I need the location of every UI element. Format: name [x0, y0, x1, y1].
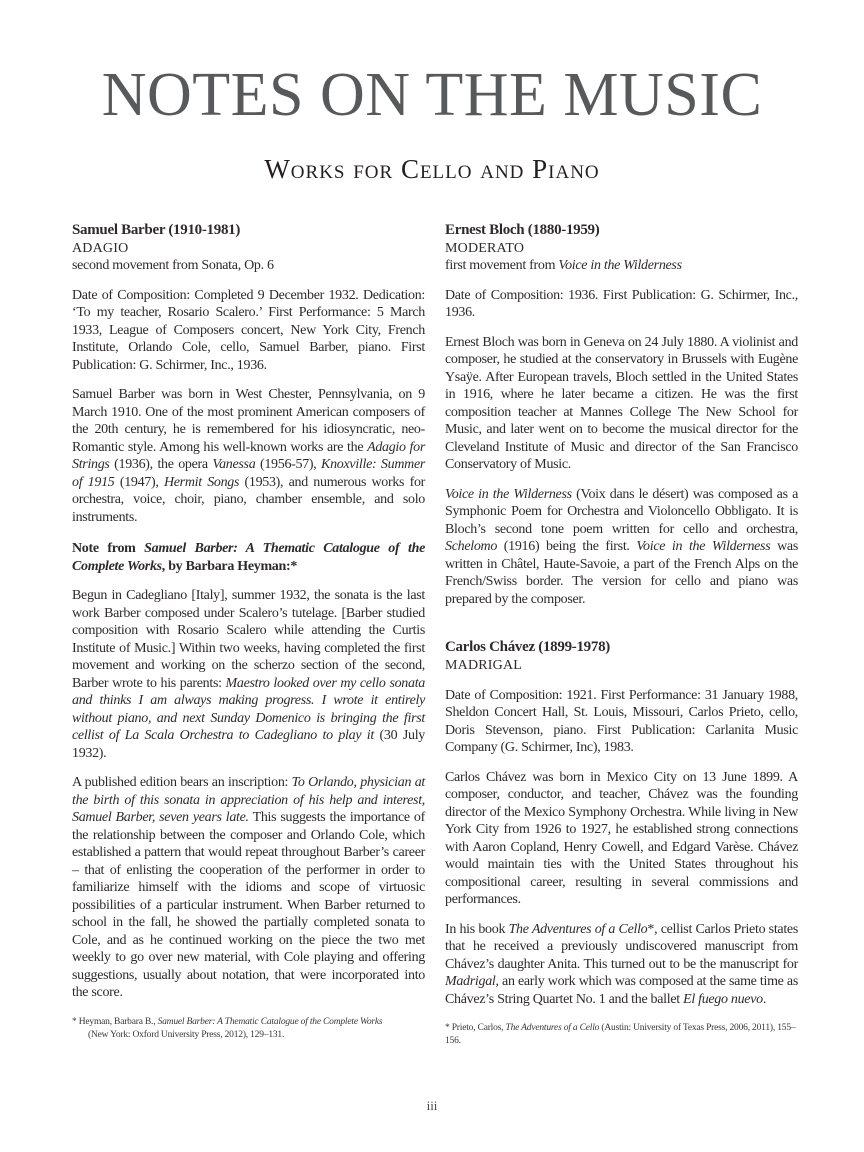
note-heading-heyman: Note from Samuel Barber: A Thematic Catalogue of the Complete Works, by Barbara Heyman:*	[72, 541, 425, 574]
footnote-right-line1: * Prieto, Carlos, The Adventures of a Cello (Austin: University of Texas Press, 2006, 2011), 155–156.	[445, 1023, 796, 1046]
footnote-left-line2: (New York: Oxford University Press, 2012), 129–131.	[88, 1029, 285, 1040]
paragraph-chavez-madrigal: In his book The Adventures of a Cello*, cellist Carlos Prieto states that he received a previously undiscovered manuscript from Chávez’s daughter Anita. This turned out to be the manuscript for Madrigal, an early work which was composed at the same time as Chávez’s String Quartet No. 1 and the ballet El fuego nuevo.	[445, 921, 798, 1007]
paragraph-heyman-note-2: A published edition bears an inscription: To Orlando, physician at the birth of this sonata in appreciation of his help and interest, Samuel Barber, seven years late. This suggests the importance of the relationship between the composer and Orlando Cole, which established a pattern that would repeat throughout Barber’s career – that of enlisting the cooperation of the performer in order to familiarize himself with the idioms and scope of virtuosic possibilities of a particular instrument. When Barber returned to school in the fall, he showed the partially completed sonata to Cole, and as he continued working on the piece the two met weekly to go over new material, with Cole playing and offering suggestions, usually about notation, that were incorporated into the score.	[72, 775, 426, 1001]
two-column-layout	[72, 221, 798, 1048]
movement-line-bloch: first movement from Voice in the Wilderness	[445, 258, 682, 274]
footnote-left	[72, 1016, 425, 1042]
paragraph-bloch-work: Voice in the Wilderness (Voix dans le désert) was composed as a Symphonic Poem for Orchestra and Violoncello Obbligato. It is Bloch’s second tone poem written for cello and orchestra, Schelomo (1916) being the first. Voice in the Wilderness was written in Châtel, Haute-Savoie, a part of the French Alps on the French/Swiss border. The version for cello and piano was prepared by the composer.	[445, 486, 798, 607]
work-title-adagio: ADAGIO	[72, 240, 129, 256]
work-title-moderato: MODERATO	[445, 240, 525, 256]
paragraph-heyman-note-1: Begun in Cadegliano [Italy], summer 1932, the sonata is the last work Barber composed under Scalero’s tutelage. [Barber studied composition with Rosario Scalero while attending the Curtis Institute of Music.] Within two weeks, having completed the first movement and working on the scherzo section of the second, Barber wrote to his parents: Maestro looked over my cello sonata and thinks I am always making progress. I wrote it entirely without piano, and next Sunday Domenico is bringing the first cellist of La Scala Orchestra to Cadegliano to play it (30 July 1932).	[72, 588, 425, 761]
composer-heading-bloch: Ernest Bloch (1880-1959)	[445, 222, 600, 238]
paragraph-chavez-facts: Date of Composition: 1921. First Performance: 31 January 1988, Sheldon Concert Hall, St. Louis, Missouri, Carlos Prieto, cello, Doris Stevenson, piano. First Publication: Carlanita Music Company (G. Schirmer, Inc), 1983.	[445, 687, 798, 755]
page-subtitle: Works for Cello and Piano	[264, 154, 600, 184]
work-title-madrigal: MADRIGAL	[445, 658, 523, 673]
page-number: iii	[426, 1098, 438, 1113]
footnote-left-line1: * Heyman, Barbara B., Samuel Barber: A Thematic Catalogue of the Complete Works	[72, 1016, 383, 1027]
paragraph-chavez-bio: Carlos Chávez was born in Mexico City on 13 June 1899. A composer, conductor, and teacher, Chávez was the founding director of the Mexico Symphony Orchestra. While living in New York City from 1926 to 1927, he established strong connections with Aaron Copland, Henry Cowell, and Edgard Varèse. Chávez would maintain ties with the United States throughout his compositional career, resulting in several commissions and performances.	[445, 769, 798, 907]
paragraph-bloch-bio: Ernest Bloch was born in Geneva on 24 July 1880. A violinist and composer, he studied at the conservatory in Brussels with Eugène Ysaÿe. After European travels, Bloch settled in the United States in 1916, where he later became a citizen. He was the first composition teacher at Mannes College The New School for Music, and later went on to become the musical director for the Cleveland Institute of Music and director of the San Francisco Conservatory of Music.	[445, 334, 798, 473]
paragraph-barber-facts: Date of Composition: Completed 9 December 1932. Dedication: ‘To my teacher, Rosario Scalero.’ First Performance: 5 March 1933, League of Composers concert, New York City, French Institute, Orlando Cole, cello, Samuel Barber, piano. First Publication: G. Schirmer, Inc., 1936.	[72, 287, 425, 373]
movement-line-barber: second movement from Sonata, Op. 6	[72, 258, 274, 274]
paragraph-barber-bio: Samuel Barber was born in West Chester, Pennsylvania, on 9 March 1910. One of the most prominent American composers of the 20th century, he is remembered for his idiosyncratic, neo-Romantic style. Among his well-known works are the Adagio for Strings (1936), the opera Vanessa (1956-57), Knoxville: Summer of 1915 (1947), Hermit Songs (1953), and numerous works for orchestra, voice, choir, piano, chamber ensemble, and solo instruments.	[72, 387, 426, 525]
paragraph-bloch-facts: Date of Composition: 1936. First Publication: G. Schirmer, Inc., 1936.	[445, 287, 798, 321]
page-title: NOTES ON THE MUSIC	[101, 61, 763, 129]
column-left	[72, 221, 425, 1048]
footnote-right	[445, 1022, 798, 1048]
composer-heading-barber: Samuel Barber (1910-1981)	[72, 222, 241, 238]
composer-heading-chavez: Carlos Chávez (1899-1978)	[445, 639, 610, 656]
column-right	[445, 221, 798, 1048]
